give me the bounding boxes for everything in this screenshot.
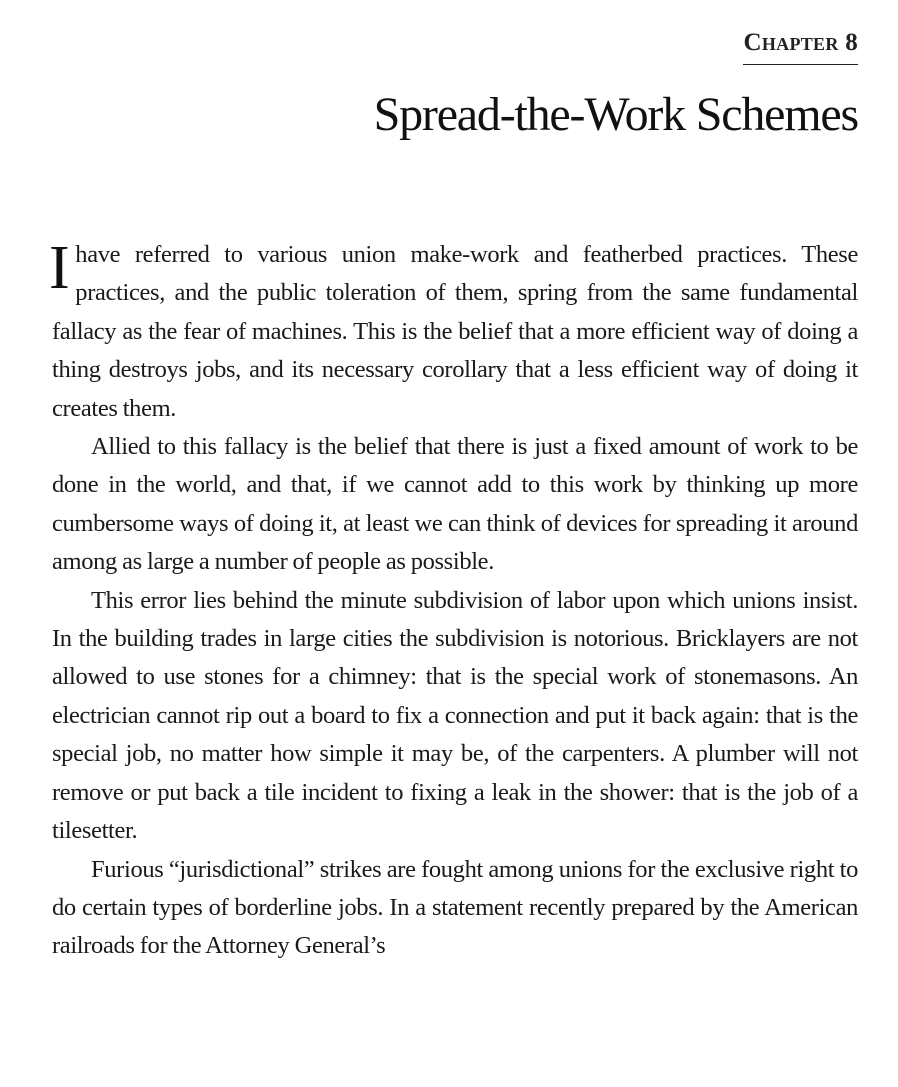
paragraph-1 — [49, 234, 858, 428]
chapter-title: Spread-the-Work Schemes — [373, 88, 858, 141]
paragraph-3: This error lies behind the minute subdivision of labor upon which unions insist. In the building trades in large cities the subdivision is notorious. Bricklayers are not allowed to use stones for a chimney: that is the special work of stonemasons. An electrician cannot rip out a board to fix a connection and put it back again: that is the special job, no matter how simple it may be, of the carpenters. A plumber will not remove or put back a tile incident to fixing a leak in the shower: that is the job of a tilesetter. — [52, 586, 858, 845]
paragraph-4: Furious “jurisdictional” strikes are fought among unions for the exclusive right to do certain types of borderline jobs. In a statement recently prepared by the American railroads for the Attorney General’s — [52, 855, 858, 960]
paragraph-2: Allied to this fallacy is the belief that there is just a fixed amount of work to be done in the world, and that, if we cannot add to this work by thinking up more cumbersome ways of doing it, at least we can think of devices for spreading it around among as large a number of people as possible. — [52, 433, 858, 576]
body-text — [49, 234, 858, 966]
book-page — [49, 0, 858, 1087]
paragraph-1-text: have referred to various union make-work and featherbed practices. These practices, and the public toleration of them, spring from the same fundamental fallacy as the fear of machines. This is the belief that a more efficient way of doing a thing destroys jobs, and its necessary corollary that a less efficient way of doing it creates them. — [52, 241, 858, 422]
drop-cap: I — [49, 234, 70, 302]
chapter-label: Chapter 8 — [743, 28, 858, 65]
